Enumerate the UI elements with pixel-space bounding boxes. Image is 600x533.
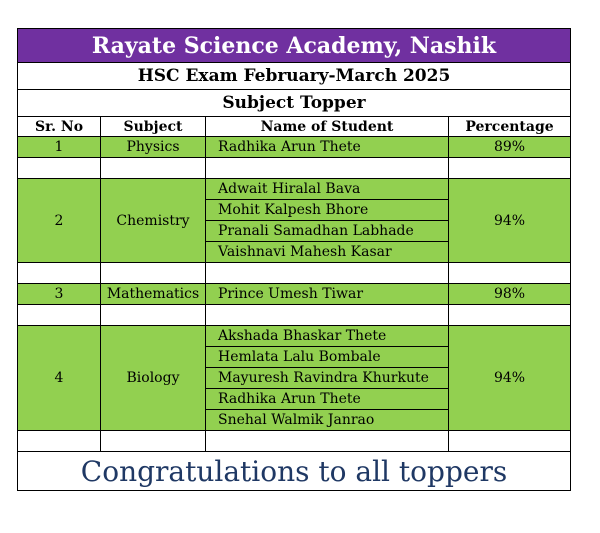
congratulations-message: Congratulations to all toppers (18, 452, 571, 491)
spacer-cell (101, 305, 206, 326)
spacer-cell (18, 305, 101, 326)
footer-row (18, 452, 571, 491)
column-header-row (18, 117, 571, 137)
percentage-cell: 89% (449, 137, 571, 158)
spacer-cell (101, 431, 206, 452)
student-name-cell: Akshada Bhaskar Thete (206, 326, 449, 347)
table-row (18, 326, 571, 347)
spacer-cell (18, 158, 101, 179)
spacer-cell (206, 158, 449, 179)
table-row (18, 137, 571, 158)
student-name-cell: Adwait Hiralal Bava (206, 179, 449, 200)
sr-no-cell: 3 (18, 284, 101, 305)
spacer-row (18, 263, 571, 284)
column-header-name: Name of Student (206, 117, 449, 137)
exam-title: HSC Exam February-March 2025 (18, 63, 571, 90)
section-heading: Subject Topper (18, 90, 571, 117)
subject-cell: Physics (101, 137, 206, 158)
spacer-cell (449, 431, 571, 452)
spacer-row (18, 431, 571, 452)
column-header-percentage: Percentage (449, 117, 571, 137)
student-name-cell: Mohit Kalpesh Bhore (206, 200, 449, 221)
institute-title: Rayate Science Academy, Nashik (18, 29, 571, 63)
sr-no-cell: 1 (18, 137, 101, 158)
student-name-cell: Mayuresh Ravindra Khurkute (206, 368, 449, 389)
subject-cell: Biology (101, 326, 206, 431)
student-name-cell: Prince Umesh Tiwar (206, 284, 449, 305)
column-header-sr: Sr. No (18, 117, 101, 137)
sr-no-cell: 2 (18, 179, 101, 263)
subject-cell: Mathematics (101, 284, 206, 305)
spacer-cell (101, 158, 206, 179)
spacer-cell (449, 305, 571, 326)
percentage-cell: 98% (449, 284, 571, 305)
percentage-cell: 94% (449, 326, 571, 431)
column-header-subject: Subject (101, 117, 206, 137)
subject-cell: Chemistry (101, 179, 206, 263)
spacer-cell (449, 158, 571, 179)
spacer-cell (101, 263, 206, 284)
topper-table (17, 28, 571, 491)
student-name-cell: Radhika Arun Thete (206, 137, 449, 158)
student-name-cell: Vaishnavi Mahesh Kasar (206, 242, 449, 263)
spacer-cell (206, 263, 449, 284)
topper-sheet (17, 28, 570, 491)
student-name-cell: Radhika Arun Thete (206, 389, 449, 410)
table-row (18, 284, 571, 305)
spacer-cell (206, 431, 449, 452)
spacer-row (18, 158, 571, 179)
table-row (18, 179, 571, 200)
spacer-cell (18, 431, 101, 452)
spacer-cell (18, 263, 101, 284)
spacer-cell (449, 263, 571, 284)
percentage-cell: 94% (449, 179, 571, 263)
student-name-cell: Snehal Walmik Janrao (206, 410, 449, 431)
spacer-cell (206, 305, 449, 326)
student-name-cell: Pranali Samadhan Labhade (206, 221, 449, 242)
student-name-cell: Hemlata Lalu Bombale (206, 347, 449, 368)
spacer-row (18, 305, 571, 326)
sr-no-cell: 4 (18, 326, 101, 431)
